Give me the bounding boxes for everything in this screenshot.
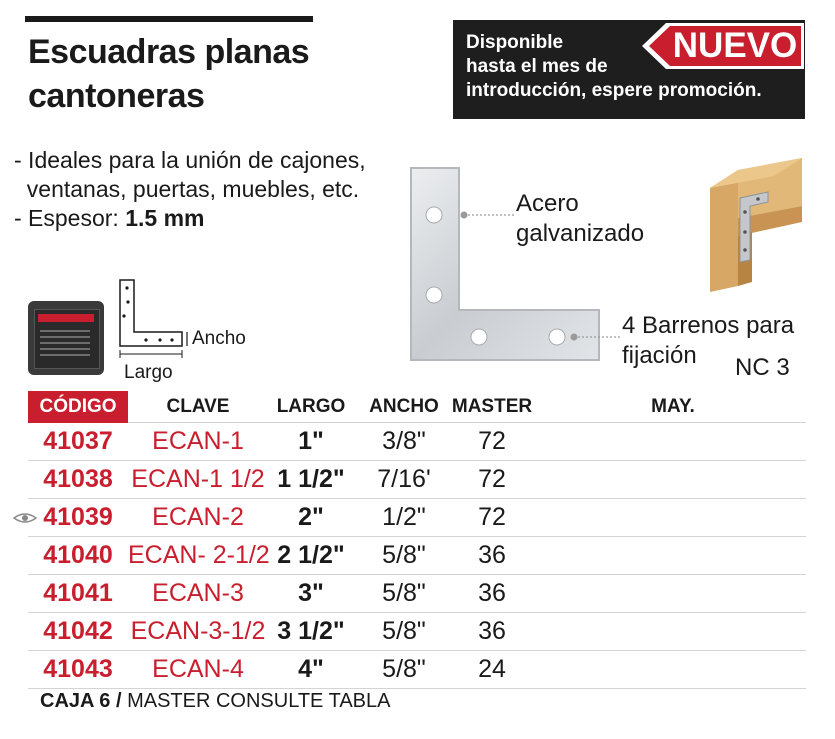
cell-master: 36	[478, 579, 506, 607]
promo-line-3: introducción, espere promoción.	[466, 80, 762, 101]
desc-line-3: - Espesor: 1.5 mm	[14, 205, 205, 231]
cell-codigo: 41037	[43, 427, 113, 455]
wood-frame-image	[708, 152, 804, 292]
cell-ancho: 5/8"	[382, 541, 426, 569]
table-row	[28, 461, 806, 499]
cell-ancho: 7/16'	[377, 465, 431, 493]
description	[14, 146, 366, 233]
package-brand-strip	[38, 314, 94, 322]
package-print	[40, 330, 90, 356]
eye-icon	[12, 510, 38, 526]
cell-clave: ECAN- 2-1/2	[128, 541, 270, 569]
thickness-value: 1.5 mm	[125, 205, 205, 231]
cell-largo: 1 1/2"	[277, 465, 345, 493]
cell-clave: ECAN-3	[152, 579, 244, 607]
cell-ancho: 5/8"	[382, 655, 426, 683]
cell-clave: ECAN-4	[152, 655, 244, 683]
cell-largo: 3 1/2"	[277, 617, 345, 645]
nuevo-badge: NUEVO	[672, 26, 798, 65]
promo-line-2: hasta el mes de	[466, 56, 608, 77]
cell-codigo: 41042	[43, 617, 113, 645]
table-row	[28, 613, 806, 651]
cell-ancho: 1/2"	[382, 503, 426, 531]
cell-ancho: 5/8"	[382, 579, 426, 607]
cell-codigo: 41039	[43, 503, 113, 531]
footer-rest: MASTER CONSULTE TABLA	[121, 690, 391, 712]
cell-codigo: 41040	[43, 541, 113, 569]
cell-largo: 3"	[298, 579, 324, 607]
material-leader	[458, 208, 516, 222]
header-master: MASTER	[451, 396, 533, 417]
cell-largo: 2 1/2"	[277, 541, 345, 569]
cell-master: 72	[478, 427, 506, 455]
cell-master: 72	[478, 503, 506, 531]
title-line-2: cantoneras	[28, 77, 205, 115]
material-callout	[516, 189, 644, 249]
desc-line-1: - Ideales para la unión de cajones,	[14, 147, 366, 173]
cell-master: 36	[478, 617, 506, 645]
cell-master: 72	[478, 465, 506, 493]
material-line-1: Acero	[516, 190, 579, 217]
cell-largo: 4"	[298, 655, 324, 683]
cell-codigo: 41038	[43, 465, 113, 493]
header-clave: CLAVE	[166, 396, 230, 417]
table-row	[28, 575, 806, 613]
cell-master: 24	[478, 655, 506, 683]
desc-line-2: ventanas, puertas, muebles, etc.	[14, 176, 360, 202]
nc-code: NC 3	[735, 354, 790, 381]
title-line-1: Escuadras planas	[28, 33, 310, 71]
table-row	[28, 499, 806, 537]
table-row	[28, 651, 806, 689]
table-header	[28, 391, 806, 423]
holes-leader	[566, 330, 624, 344]
material-line-2: galvanizado	[516, 220, 645, 247]
cell-clave: ECAN-1 1/2	[131, 465, 265, 493]
product-table	[28, 391, 806, 689]
cell-clave: ECAN-3-1/2	[130, 617, 266, 645]
product-title	[28, 30, 309, 118]
cell-master: 36	[478, 541, 506, 569]
cell-codigo: 41043	[43, 655, 113, 683]
holes-line-1: 4 Barrenos para	[622, 312, 795, 339]
header-ancho: ANCHO	[369, 396, 439, 417]
header-largo: LARGO	[276, 396, 346, 417]
cell-clave: ECAN-1	[152, 427, 244, 455]
cell-codigo: 41041	[43, 579, 113, 607]
cell-clave: ECAN-2	[152, 503, 244, 531]
holes-line-2: fijación	[622, 342, 697, 369]
ancho-label: Ancho	[192, 328, 246, 349]
table-row	[28, 537, 806, 575]
dimension-diagram	[112, 278, 192, 358]
cell-ancho: 5/8"	[382, 617, 426, 645]
top-rule	[25, 16, 313, 22]
cell-ancho: 3/8"	[382, 427, 426, 455]
promo-line-1: Disponible	[466, 32, 564, 53]
footer-caja: CAJA 6 /	[40, 690, 122, 712]
header-codigo: CÓDIGO	[28, 391, 128, 423]
header-may: MAY.	[651, 396, 695, 417]
footer-note	[40, 690, 390, 713]
largo-label: Largo	[124, 362, 173, 383]
cell-largo: 2"	[298, 503, 324, 531]
table-row	[28, 423, 806, 461]
cell-largo: 1"	[298, 427, 324, 455]
